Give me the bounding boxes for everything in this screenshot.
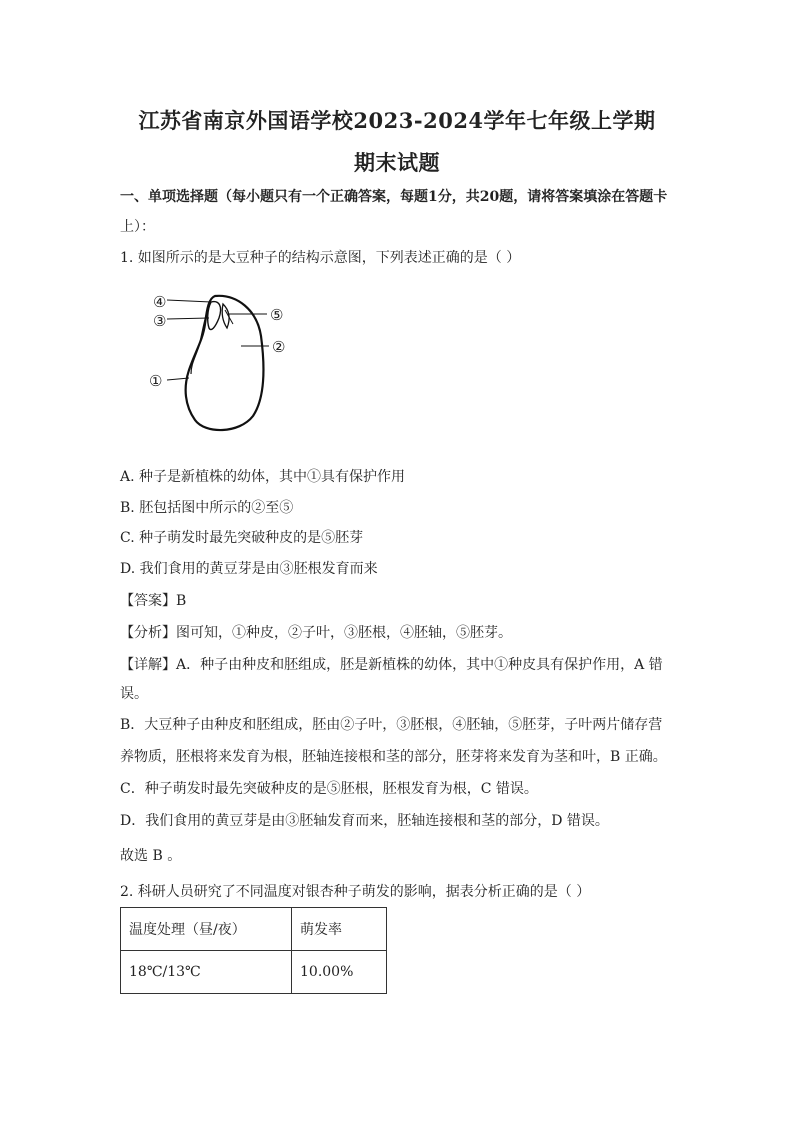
- document-title-line-1: 江苏省南京外国语学校2023-2024学年七年级上学期: [138, 108, 656, 133]
- question-1-analysis: 【分析】图可知，①种皮，②子叶，③胚根，④胚轴，⑤胚芽。: [120, 625, 512, 641]
- figure-label-2: ②: [272, 338, 286, 356]
- question-1-detail-line-6: D．我们食用的黄豆芽是由③胚轴发育而来，胚轴连接根和茎的部分，D 错误。: [120, 813, 609, 829]
- question-1-conclusion: 故选 B 。: [120, 848, 182, 864]
- question-1-option-b: B. 胚包括图中所示的②至⑤: [120, 500, 294, 516]
- section-header-line-2: 上）：: [120, 219, 155, 235]
- table-cell: 18℃/13℃: [121, 951, 292, 994]
- figure-label-1: ①: [149, 372, 163, 390]
- table-header-cell: 萌发率: [292, 908, 387, 951]
- figure-label-3: ③: [153, 312, 167, 330]
- question-1-answer: 【答案】B: [120, 593, 187, 609]
- question-1-detail-line-4: 养物质，胚根将来发育为根，胚轴连接根和茎的部分，胚芽将来发育为茎和叶，B 正确。: [120, 749, 667, 765]
- figure-label-4: ④: [153, 293, 167, 311]
- question-1-stem: 1. 如图所示的是大豆种子的结构示意图，下列表述正确的是（ ）: [120, 250, 521, 266]
- section-header-line-1: 一、单项选择题（每小题只有一个正确答案，每题1分，共20题，请将答案填涂在答题卡: [120, 189, 668, 205]
- question-1-option-d: D. 我们食用的黄豆芽是由③胚根发育而来: [120, 561, 378, 577]
- figure-label-5: ⑤: [270, 306, 284, 324]
- question-1-option-a: A. 种子是新植株的幼体，其中①具有保护作用: [120, 469, 406, 485]
- question-1-detail-line-2: 误。: [120, 686, 148, 702]
- question-1-detail-line-1: 【详解】A．种子由种皮和胚组成，胚是新植株的幼体，其中①种皮具有保护作用，A 错: [120, 657, 663, 673]
- question-2-stem: 2. 科研人员研究了不同温度对银杏种子萌发的影响，据表分析正确的是（ ）: [120, 884, 591, 900]
- table-row: [121, 951, 387, 994]
- table-cell: 10.00%: [292, 951, 387, 994]
- table-header-cell: 温度处理（昼/夜）: [121, 908, 292, 951]
- question-1-detail-line-5: C．种子萌发时最先突破种皮的是⑤胚根，胚根发育为根，C 错误。: [120, 781, 538, 797]
- table-header-row: [121, 908, 387, 951]
- germination-table: [120, 907, 387, 994]
- question-1-option-c: C. 种子萌发时最先突破种皮的是⑤胚芽: [120, 530, 364, 546]
- document-title-line-2: 期末试题: [354, 150, 440, 175]
- question-1-detail-line-3: B．大豆种子由种皮和胚组成，胚由②子叶，③胚根，④胚轴，⑤胚芽，子叶两片储存营: [120, 717, 663, 733]
